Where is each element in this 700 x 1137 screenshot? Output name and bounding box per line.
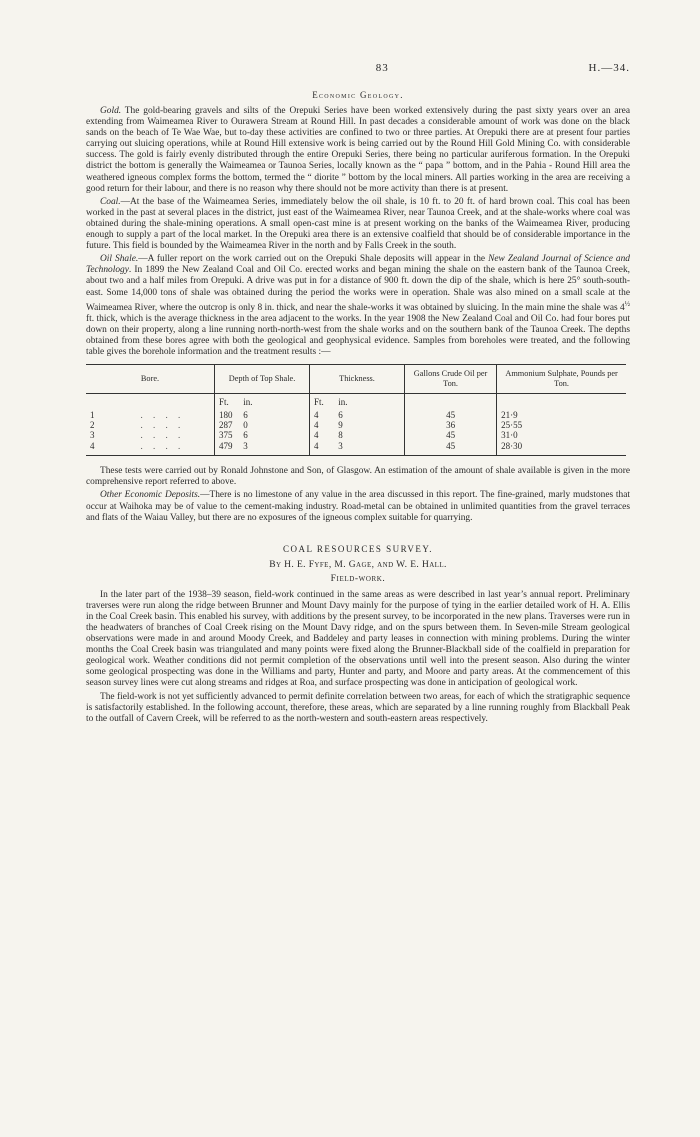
bore-number: 1 [90,409,95,420]
units-row [86,394,626,410]
depth-ft: 375 [219,430,233,441]
header-ammonium: Ammonium Sulphate, Pounds per Ton. [497,365,626,394]
paragraph-survey-2: The field-work is not yet sufficiently advanced to permit definite correlation between two areas, for each of which the stratigraphic sequence is satisfactorily established. In the following account, therefore, these areas, which are separated by a line running roughly from Blackball Peak to the outfall of Cavern Creek, will be referred to as the north-western and south-eastern areas respectively. [86,691,630,724]
lead-gold: Gold. [100,106,122,116]
page-number: 83 [375,62,389,74]
bore-number: 3 [90,430,95,441]
leader-dots: . . . . [140,409,185,420]
table-row [86,430,626,440]
thick-in: 3 [338,440,343,451]
depth-in: 3 [243,440,248,451]
unit-ft: Ft. [314,397,324,408]
depth-in: 6 [243,409,248,420]
table-header-row [86,365,626,394]
table-row [86,441,626,456]
depth-in: 6 [243,430,248,441]
section-title-coal-survey: COAL RESOURCES SURVEY. [282,543,434,554]
gallons-value: 36 [405,420,497,430]
depth-in: 0 [243,420,248,430]
text-gold: The gold-bearing gravels and silts of the Orepuki Series have been worked extensively during the past sixty years over an area extending from Waimeamea River to Ourawera Stream at Round Hill. In past decades a considerable amount of work was done on the black sands on the beach of Te Wae Wae, but to-day these activities are confined to two or three parties. At Orepuki there are at present four parties carrying out sluicing operations, while at Round Hill extensive work is being carried out by the Round Hill Gold Mining Co. with considerable success. The gold is fairly evenly distributed through the entire Orepuki Series, there being no particular auriferous formation. In the Orepuki district the bottom is generally the Waimeamea or Taunoa Series, locally known as the “ papa ” bottom, and in the Pahia - Round Hill area the weathered igneous complex forms the bottom, termed the “ diorite ” bottom by the local miners. All parties working in the area are receiving a good return for their labour, and there is no reason why there should not be more activity than there is at present. [86,106,630,194]
bore-number: 2 [90,420,95,430]
header-depth: Depth of Top Shale. [215,365,310,394]
table-row [86,420,626,430]
text-oil-shale-b: . In 1899 the New Zealand Coal and Oil Co. erected works and began mining the shale on the eastern bank of the Taunoa Creek, about two and a half miles from Orepuki. A drive was put in for a distance of 900 ft. down the dip of the shale, which is here 25° south-south-east. Some 14,000 tons of shale was obtained during the period the works were in operation. Shale was also mined on a small scale at the Waimeamea River, where the outcrop is only 8 in. thick, and near the shale-works it was obtained by sluicing. In the main mine the shale was 4 [86,265,630,313]
subheading-field-work: Field-work. [330,573,386,584]
paragraph-gold [86,106,630,195]
gallons-value: 45 [405,430,497,440]
document-page [86,62,630,727]
unit-in: in. [243,397,253,408]
gallons-value: 45 [405,410,497,420]
leader-dots: . . . . [140,440,185,451]
text-oil-shale-a: —A fuller report on the work carried out on the Orepuki Shale deposits will appear in the [138,254,489,265]
page-header [86,62,630,78]
borehole-table [86,364,626,456]
text-oil-shale-c: ft. thick, which is the average thickness in the area adjacent to the works. In the year 1908 the New Zealand Coal and Oil Co. had four bores put down on their property, along a line running north-north-west from the shale works and on the southern bank of the Taunoa Creek. The depths obtained from these bores agree with both the geological and geophysical evidence. Samples from boreholes were treated, and the following table gives the borehole information and the treatment results :— [86,313,630,358]
paragraph-other-deposits [86,490,630,523]
unit-in: in. [338,397,348,408]
header-gallons: Gallons Crude Oil per Ton. [405,365,497,394]
lead-oil-shale: Oil Shale. [100,254,139,265]
thick-in: 8 [338,430,343,441]
unit-ft: Ft. [219,397,229,408]
paragraph-oil-shale [86,254,630,358]
gallons-value: 45 [405,441,497,456]
lead-other-deposits: Other Economic Deposits. [100,490,201,501]
paragraph-after-table: These tests were carried out by Ronald Johnstone and Son, of Glasgow. An estimation of the amount of shale available is given in the more comprehensive report referred to above. [86,466,630,488]
section-title-economic-geology: Economic Geology. [312,90,404,100]
text-coal: —At the base of the Waimeamea Series, immediately below the oil shale, is 10 ft. to 20 ft. of hard brown coal. This coal has been worked in the past at several places in the district, just east of the Waimeamea River, near Taunoa Creek, and at the shale-works where coal was obtained during the shale-mining operations. A small open-cast mine is at present working on the banks of the Waimeamea River, producing enough to supply a part of the local market. In the Orepuki area there is an extensive coalfield that should be of considerable importance in the future. This field is bounded by the Waimeamea River in the north and by Falls Creek in the south. [86,196,630,252]
journal-title: New Zealand Journal of Science and Technology [86,254,630,276]
thick-ft: 4 [314,430,319,441]
thick-ft: 4 [314,440,319,451]
thick-ft: 4 [314,420,319,430]
thick-ft: 4 [314,409,319,420]
ammonium-value: 28·30 [497,441,626,456]
header-bore: Bore. [86,365,215,394]
thick-in: 6 [338,409,343,420]
leader-dots: . . . . [140,430,185,441]
text-other-deposits: —There is no limestone of any value in the area discussed in this report. The fine-grained, marly mudstones that occur at Waihoka may be of value to the cement-making industry. Road-metal can be obtained in unlimited quantities from the gravel terraces and flats of the Waiau Valley, but there are no exposures of the igneous complex suitable for quarrying. [86,490,630,523]
lead-coal: Coal. [100,196,121,207]
ammonium-value: 31·0 [497,430,626,440]
paragraph-coal [86,197,630,252]
depth-ft: 287 [219,420,233,430]
depth-ft: 180 [219,409,233,420]
ammonium-value: 25·55 [497,420,626,430]
paragraph-survey-1: In the later part of the 1938–39 season, field-work continued in the same areas as were described in last year’s annual report. Preliminary traverses were run along the ridge between Brunner and Mount Davy mainly for the purpose of tying in the earlier detailed work of H. A. Ellis in the Coal Creek basin. This enabled his survey, with additions by the present survey, to be incorporated in the new plans. Traverses were run in the headwaters of branches of Coal Creek rising on the Mount Davy ridge, and on the spurs between them. In Seven-mile Stream geological observations were made in and around Moody Creek, and Baddeley and party leases in connection with mining problems. During the winter months the Coal Creek basin was triangulated and many points were fixed along the Brunner-Blackball side of the coalfield in preparation for geological work. Weather conditions did not permit completion of the observations until well into the present season. Also during the winter some geological prospecting was done in the Williams and party, Hunter and party, and Moore and party areas. At the commencement of this season survey lines were cut along streams and ridges at Roa, and surface prospecting was done in anticipation of geological work. [86,589,630,689]
report-code: H.—34. [588,62,630,74]
fraction-half: ½ [624,299,630,308]
leader-dots: . . . . [140,420,185,430]
depth-ft: 479 [219,440,233,451]
header-thickness: Thickness. [310,365,405,394]
authors-line: By H. E. Fyfe, M. Gage, and W. E. Hall. [269,559,447,570]
ammonium-value: 21·9 [497,410,626,420]
bore-number: 4 [90,440,95,451]
thick-in: 9 [338,420,343,430]
table-row [86,410,626,420]
